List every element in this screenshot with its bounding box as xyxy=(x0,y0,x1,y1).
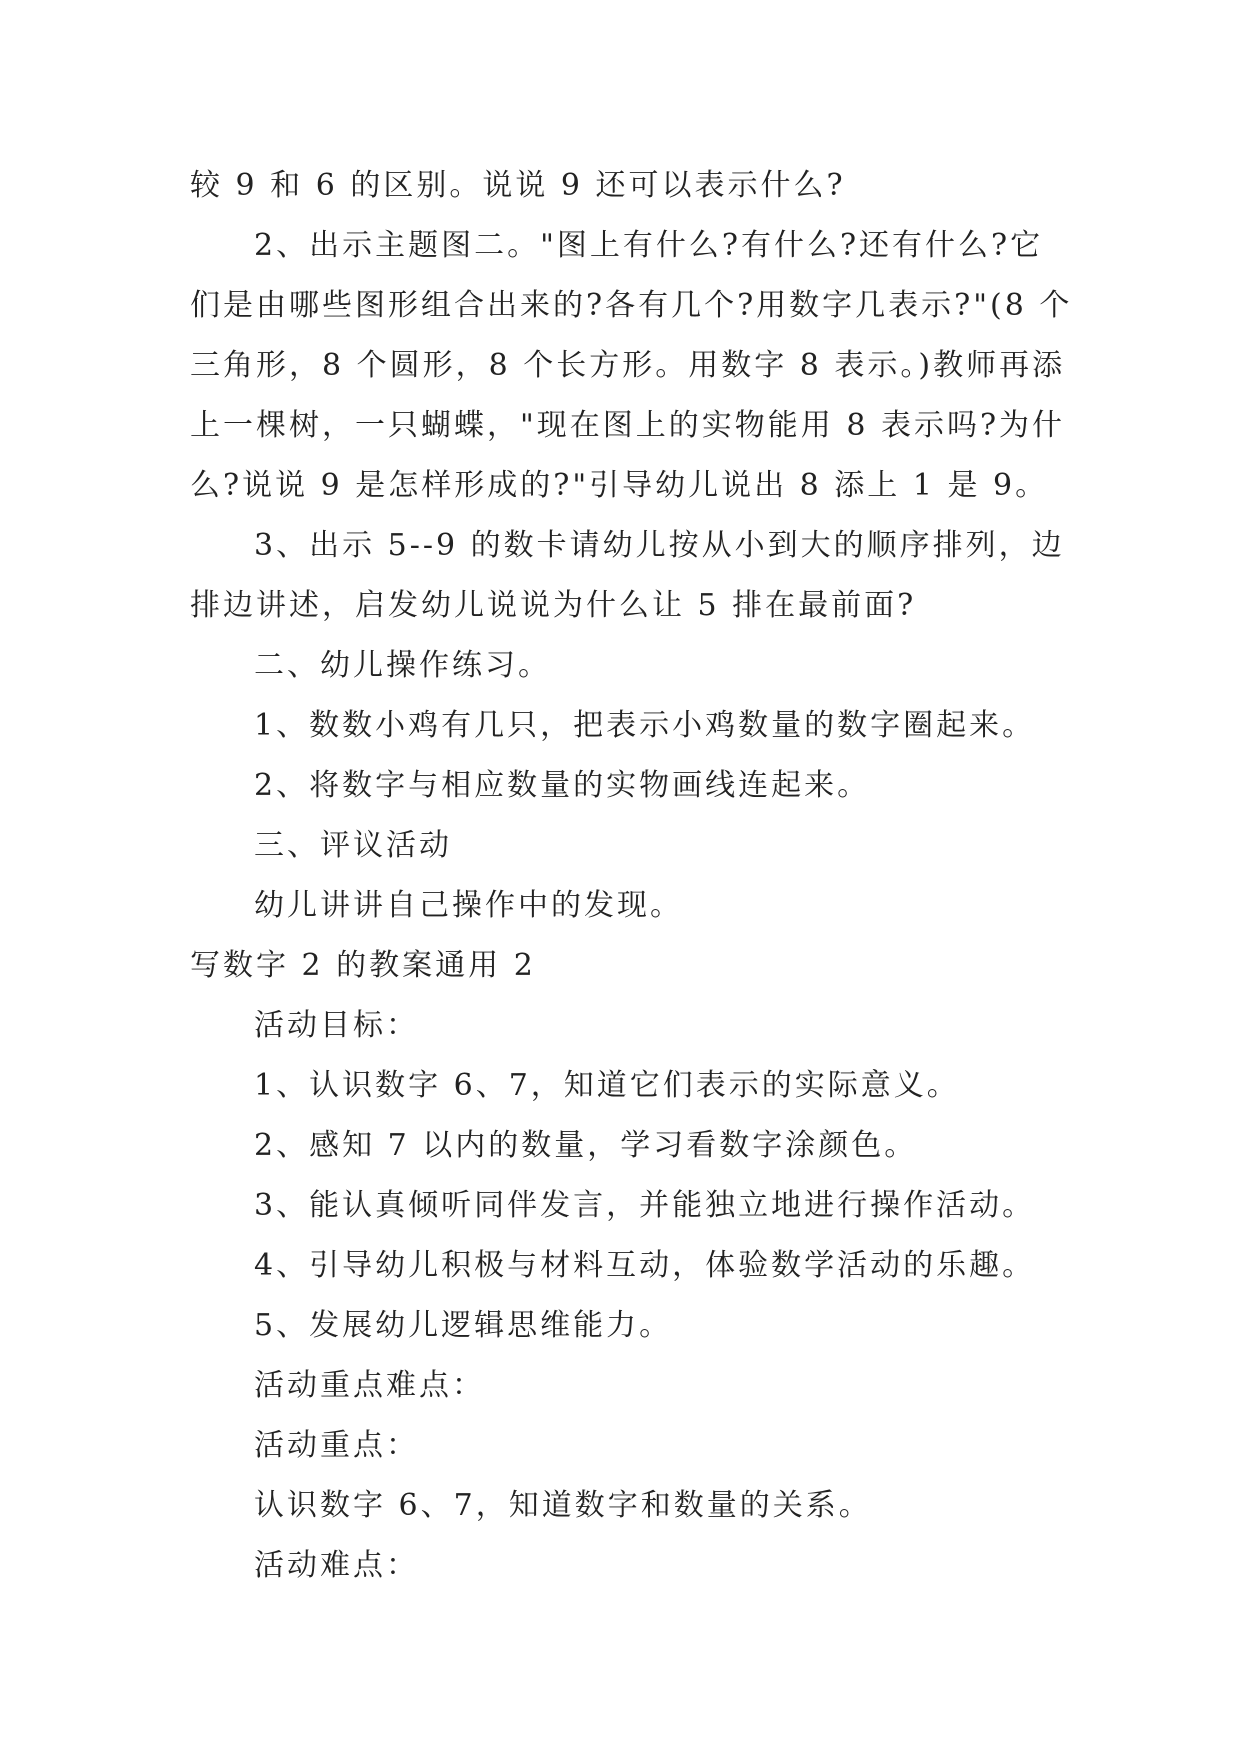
text-line: 排边讲述，启发幼儿说说为什么让 5 排在最前面? xyxy=(190,588,917,623)
section-heading: 三、评议活动 xyxy=(254,828,452,863)
text-line: 三角形，8 个圆形，8 个长方形。用数字 8 表示。)教师再添 xyxy=(190,348,1066,383)
section-heading: 活动重点： xyxy=(254,1428,419,1463)
text-line: 2、出示主题图二。"图上有什么?有什么?还有什么?它 xyxy=(254,228,1044,263)
text-line: 上一棵树，一只蝴蝶，"现在图上的实物能用 8 表示吗?为什 xyxy=(190,408,1066,443)
list-item: 2、将数字与相应数量的实物画线连起来。 xyxy=(254,768,871,803)
list-item: 1、认识数字 6、7，知道它们表示的实际意义。 xyxy=(254,1068,960,1103)
text-line: 幼儿讲讲自己操作中的发现。 xyxy=(254,888,683,923)
list-item: 2、感知 7 以内的数量，学习看数字涂颜色。 xyxy=(254,1128,918,1163)
section-heading: 二、幼儿操作练习。 xyxy=(254,648,551,683)
section-heading: 活动目标： xyxy=(254,1008,419,1043)
text-line: 较 9 和 6 的区别。说说 9 还可以表示什么? xyxy=(190,168,846,203)
list-item: 3、能认真倾听同伴发言，并能独立地进行操作活动。 xyxy=(254,1188,1036,1223)
text-line: 们是由哪些图形组合出来的?各有几个?用数字几表示?"(8 个 xyxy=(190,288,1073,323)
text-line: 3、出示 5--9 的数卡请幼儿按从小到大的顺序排列，边 xyxy=(254,528,1065,563)
list-item: 5、发展幼儿逻辑思维能力。 xyxy=(254,1308,673,1343)
section-heading: 活动难点： xyxy=(254,1548,419,1583)
list-item: 4、引导幼儿积极与材料互动，体验数学活动的乐趣。 xyxy=(254,1248,1036,1283)
text-line: 认识数字 6、7，知道数字和数量的关系。 xyxy=(254,1488,872,1523)
section-heading: 活动重点难点： xyxy=(254,1368,485,1403)
document-body xyxy=(190,156,1073,1596)
list-item: 1、数数小鸡有几只，把表示小鸡数量的数字圈起来。 xyxy=(254,708,1036,743)
document-title: 写数字 2 的教案通用 2 xyxy=(190,948,536,983)
text-line: 么?说说 9 是怎样形成的?"引导幼儿说出 8 添上 1 是 9。 xyxy=(190,468,1049,503)
